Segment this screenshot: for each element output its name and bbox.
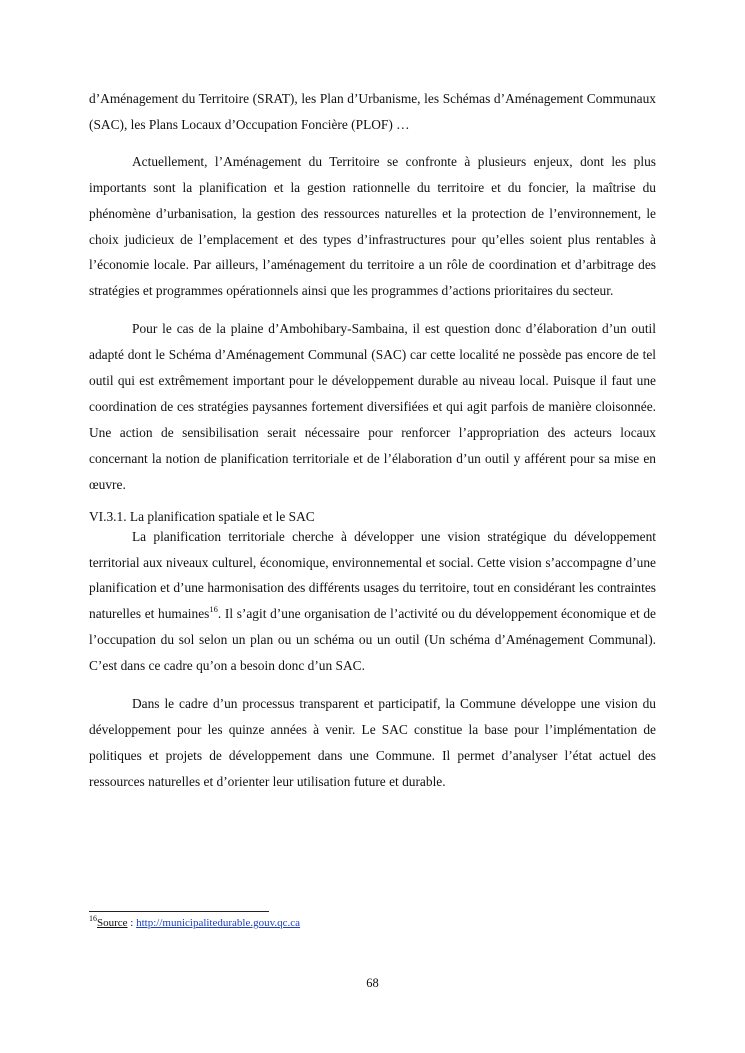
footnote-separator-text: :	[127, 917, 137, 929]
paragraph-text: La planification territoriale cherche à développer une vision stratégique du développement territorial aux niveaux culturel, économique, environnemental et social. Cette vision s’accompagne d’une planification et d’une harmonisation des différents usages du territoire, tout en considérant les contraintes naturelles et humaines	[89, 528, 656, 622]
page-number: 68	[366, 976, 379, 990]
body-text	[89, 86, 656, 807]
footnote-reference[interactable]: 16	[209, 604, 218, 615]
paragraph-continued: d’Aménagement du Territoire (SRAT), les Plan d’Urbanisme, les Schémas d’Aménagement Communaux (SAC), les Plans Locaux d’Occupation Foncière (PLOF) …	[89, 91, 656, 132]
footnote-separator	[89, 911, 269, 912]
footnote-link[interactable]: http://municipalitedurable.gouv.qc.ca	[136, 917, 301, 929]
paragraph-ambohibary-sambaina: Pour le cas de la plaine d’Ambohibary-Sambaina, il est question donc d’élaboration d’un outil adapté dont le Schéma d’Aménagement Communal (SAC) car cette localité ne possède pas encore de tel outil qui est extrêmement important pour le développement durable au niveau local. Puisque il faut une coordination de ces stratégies paysannes fortement diversifiées et qui agit parfois de manière cloisonnée. Une action de sensibilisation serait nécessaire pour renforcer l’appropriation des acteurs locaux concernant la notion de planification territoriale et de l’élaboration d’un outil y afférent pour sa mise en œuvre.	[89, 321, 656, 492]
paragraph-processus-participatif: Dans le cadre d’un processus transparent et participatif, la Commune développe une vision du développement pour les quinze années à venir. Le SAC constitue la base pour l’implémentation de politiques et projets de développement dans une Commune. Il permet d’analyser l’état actuel des ressources naturelles et d’orienter leur utilisation future et durable.	[89, 696, 656, 789]
section-heading: VI.3.1. La planification spatiale et le SAC	[89, 508, 315, 524]
paragraph-text: . Il s’agit d’une organisation de l’activité ou du développement économique et de l’occupation du sol selon un plan ou un schéma ou un outil (Un schéma d’Aménagement Communal). C’est dans ce cadre qu’on a besoin donc d’un SAC.	[89, 606, 656, 674]
paragraph-planification-territoriale	[89, 524, 656, 679]
paragraph-amenagement-enjeux: Actuellement, l’Aménagement du Territoire se confronte à plusieurs enjeux, dont les plus importants sont la planification et la gestion rationnelle du territoire et du foncier, la maîtrise du phénomène d’urbanisation, la gestion des ressources naturelles et la protection de l’environnement, le choix judicieux de l’emplacement et des types d’infrastructures pour qu’elles soient plus rentables à l’économie locale. Par ailleurs, l’aménagement du territoire a un rôle de coordination et d’arbitrage des stratégies et programmes opérationnels ainsi que les programmes d’actions prioritaires du secteur.	[89, 153, 656, 299]
footnote-label: Source	[97, 917, 128, 929]
footnote	[89, 916, 300, 930]
footnote-number: 16	[89, 914, 97, 923]
